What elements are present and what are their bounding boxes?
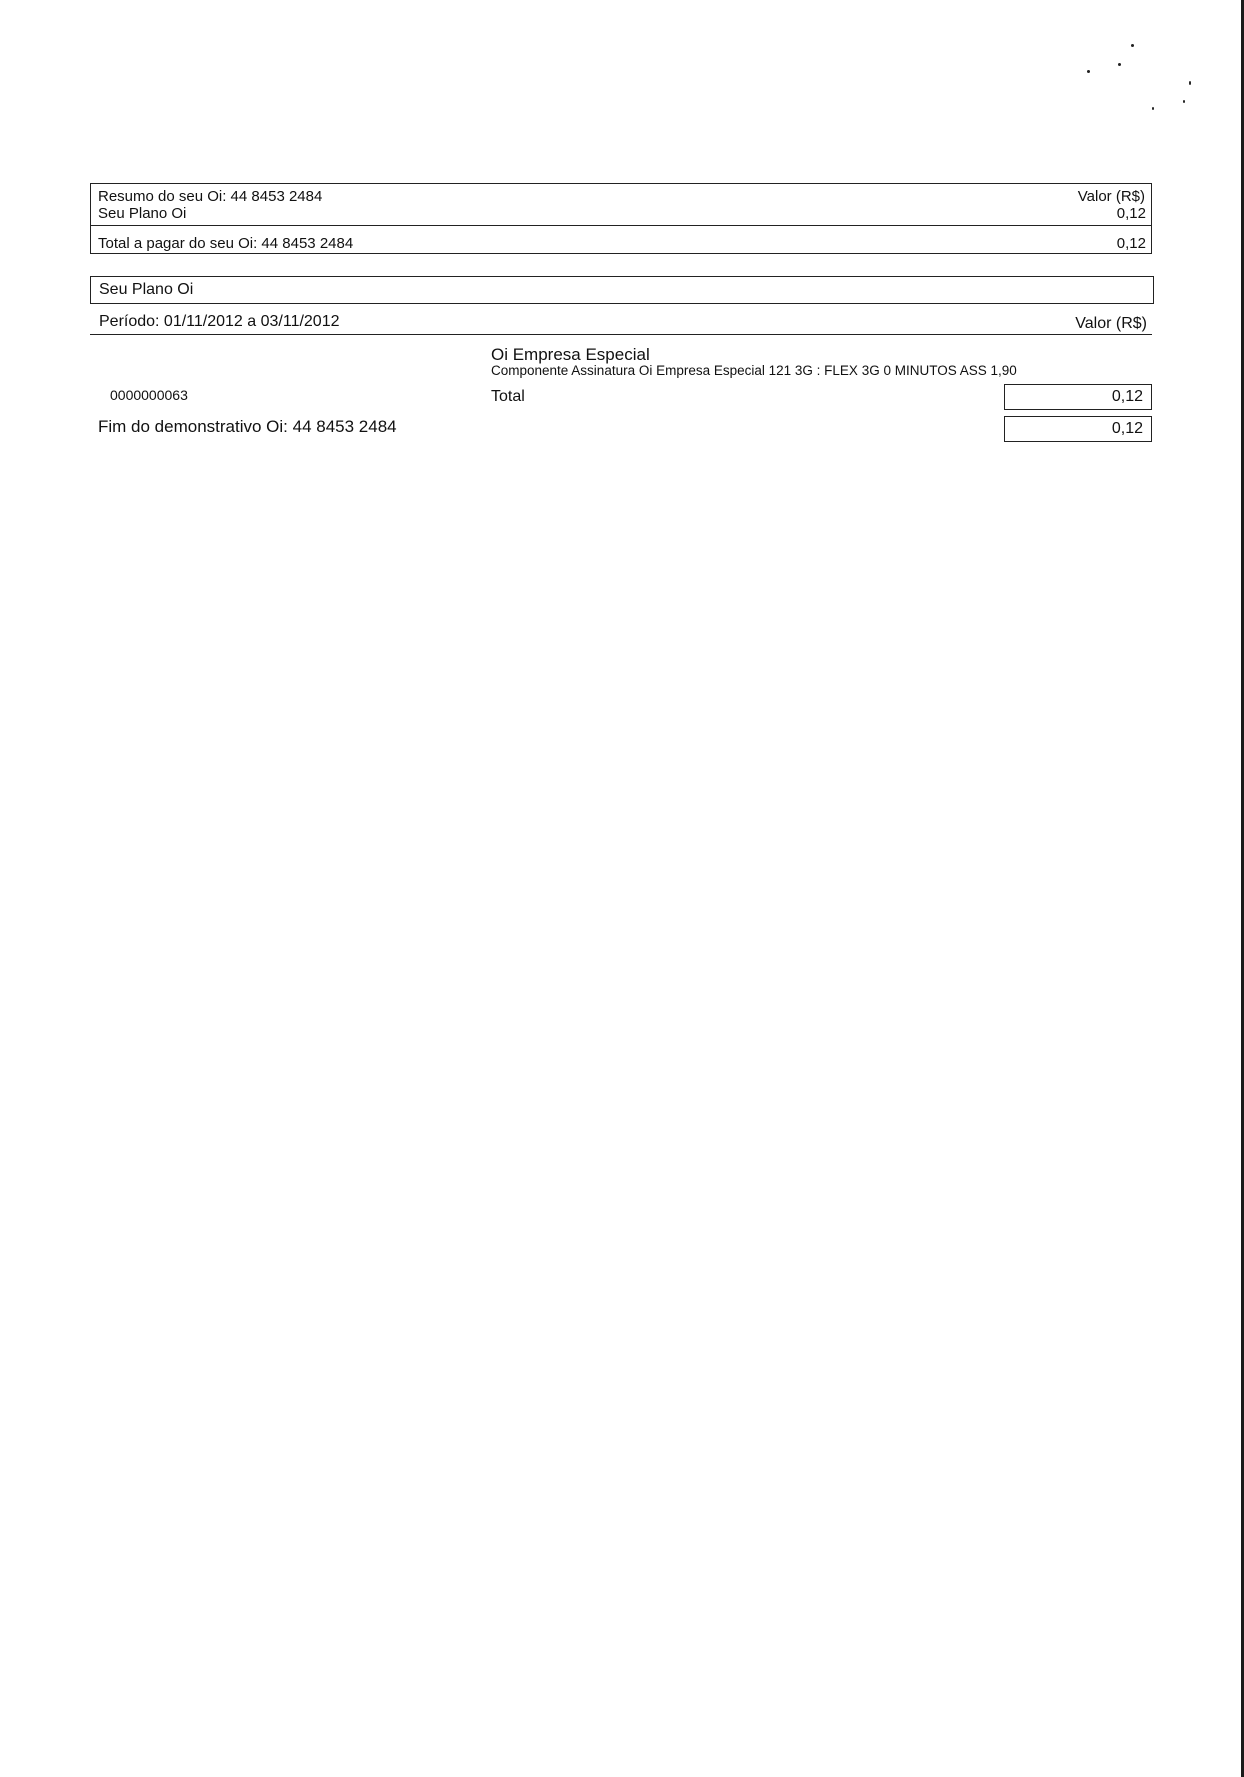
item-total-value: 0,12: [1004, 384, 1152, 410]
summary-plan-label: Seu Plano Oi: [98, 205, 187, 222]
scan-speck: [1131, 44, 1134, 47]
summary-title: Resumo do seu Oi: 44 8453 2484: [98, 188, 323, 205]
period-label: Período: 01/11/2012 a 03/11/2012: [99, 313, 340, 330]
scan-speck: [1189, 81, 1191, 85]
end-of-statement-label: Fim do demonstrativo Oi: 44 8453 2484: [98, 417, 397, 436]
summary-plan-value: 0,12: [1116, 205, 1146, 222]
plan-section-header: [90, 276, 1154, 304]
item-total-label: Total: [491, 388, 525, 405]
scan-speck: [1183, 100, 1185, 103]
summary-value-header: Valor (R$): [1077, 188, 1145, 205]
plan-section-title: Seu Plano Oi: [99, 281, 194, 298]
scan-speck: [1118, 63, 1121, 66]
period-divider: [90, 334, 1152, 335]
summary-divider: [91, 225, 1151, 226]
item-description: Componente Assinatura Oi Empresa Especial 121 3G : FLEX 3G 0 MINUTOS ASS 1,90: [491, 363, 1017, 378]
summary-total-value: 0,12: [1116, 235, 1146, 252]
period-value-header: Valor (R$): [1075, 315, 1147, 332]
item-name: Oi Empresa Especial: [491, 345, 650, 364]
end-of-statement-value: 0,12: [1004, 416, 1152, 442]
item-code: 0000000063: [110, 387, 188, 403]
scan-speck: [1087, 70, 1090, 73]
summary-total-label: Total a pagar do seu Oi: 44 8453 2484: [98, 235, 354, 252]
scan-speck: [1152, 107, 1154, 110]
